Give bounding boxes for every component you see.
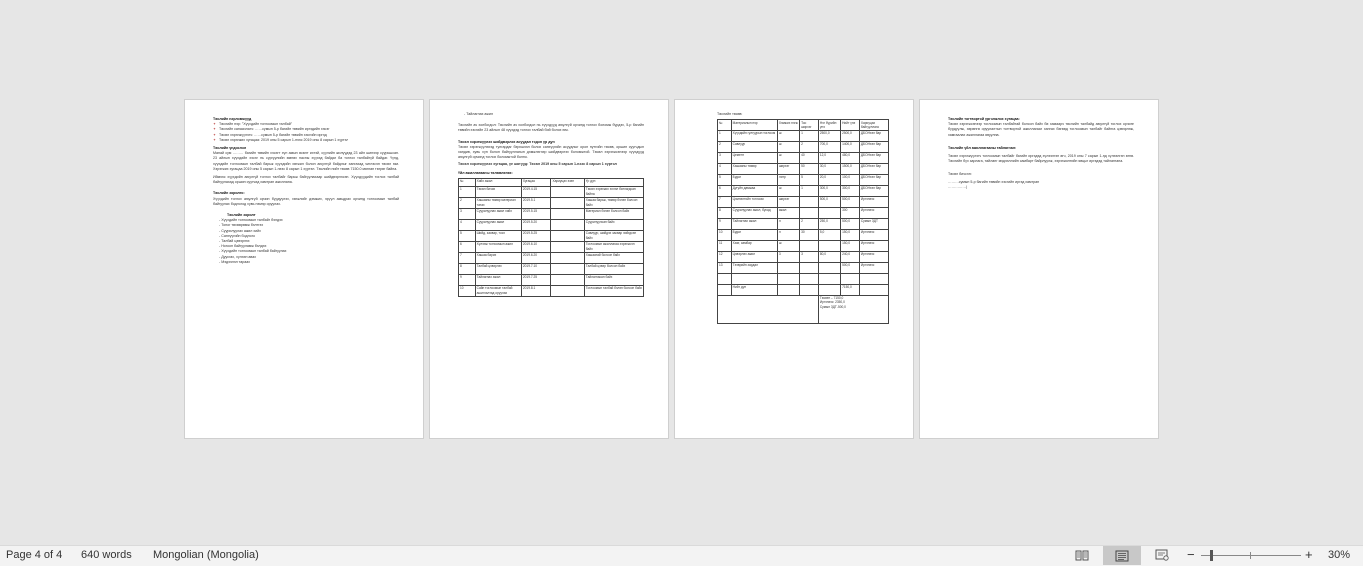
page1-heading-need: Төслийн үндэслэл: [213, 146, 247, 151]
page1-goal-text: Хүүхдийн тоглох аюулгүй орчин бүрдүүлэх, хөгжлийг дэмжих, эрүүл амьдрах орчинд тоглоомын талбай байгуулах бодлогод хувь нэмэр оруулах.: [213, 196, 399, 206]
table-row: [718, 130, 889, 141]
budget-cell: 1: [800, 185, 819, 196]
budget-cell: Тайлагнах ажил: [731, 218, 777, 229]
plan-cell: Тоглоомын ажиллагаа хэрэгжсэн байх: [584, 241, 643, 252]
budget-cell: Будаг: [731, 229, 777, 240]
word-count-indicator[interactable]: 640 words: [81, 549, 132, 561]
plan-cell: 2019.5.1: [521, 197, 551, 208]
budget-cell: 5: [800, 174, 819, 185]
budget-cell: 3: [718, 152, 732, 163]
read-mode-button[interactable]: [1073, 548, 1091, 562]
zoom-out-button[interactable]: −: [1187, 547, 1195, 562]
budget-cell: [818, 240, 840, 251]
budget-cell: 5: [718, 174, 732, 185]
plan-cell: Талбай цэвэр болсон байх: [584, 263, 643, 274]
budget-cell: ДБОНхэл бар: [859, 141, 888, 152]
plan-cell: 2019.5.25: [521, 230, 551, 241]
budget-cell: 13: [718, 262, 732, 273]
table-row: [718, 141, 889, 152]
budget-cell: [859, 284, 888, 295]
budget-total-note: Төсөвт – 7150,0: [819, 296, 844, 301]
budget-cell: литр: [777, 174, 799, 185]
budget-cell: 9: [718, 218, 732, 229]
page4-heading-1: Төслийн тогтвортой үргэлжлэх хугацаа:: [948, 117, 1020, 121]
budget-header-cell: №: [718, 120, 732, 130]
plan-header-cell: Хариуцах эзэн: [551, 178, 584, 186]
plan-cell: 2019.8.1: [521, 285, 551, 296]
budget-cell: [841, 273, 860, 284]
plan-cell: 10: [459, 285, 476, 296]
zoom-slider-track[interactable]: [1201, 555, 1301, 556]
budget-cell: ДБОНхэл бар: [859, 152, 888, 163]
budget-total-note: Иргэнээс: 2350,0: [819, 300, 845, 305]
zoom-slider-center-tick: [1250, 552, 1251, 559]
budget-cell: ш: [777, 185, 799, 196]
budget-cell: ш: [777, 152, 799, 163]
print-layout-button[interactable]: [1103, 546, 1141, 565]
page1-task-item: - Тоног төхөөрөмж бэлтгэх: [219, 223, 264, 228]
table-row: [718, 185, 889, 196]
status-bar: [0, 545, 1363, 566]
page2-table-heading: Үйл ажиллагааны төлөвлөгөө:: [458, 170, 513, 175]
budget-cell: л: [777, 218, 799, 229]
page1-task-item: - Суурилуулах ажил хийх: [219, 228, 261, 233]
document-page-3[interactable]: [675, 100, 913, 438]
page1-title: Төслийн нэрлэмжүүд: [213, 117, 252, 121]
plan-cell: [551, 219, 584, 230]
bullet-icon: ✦: [213, 127, 217, 132]
budget-header-cell: Нэг бүрийн үнэ: [818, 120, 840, 130]
budget-cell: 150,0: [841, 240, 860, 251]
table-row: [718, 284, 889, 295]
budget-cell: 7150,0: [841, 284, 860, 295]
budget-cell: Хүүхдийн гулгуурын тоглоом: [731, 130, 777, 141]
budget-cell: 8: [718, 207, 732, 218]
plan-cell: [551, 285, 584, 296]
plan-cell: 2: [459, 197, 476, 208]
budget-cell: 100,0: [841, 174, 860, 185]
plan-cell: [551, 197, 584, 208]
budget-header-cell: Хэмжих нэгж: [777, 120, 799, 130]
page4-paragraph-2: Төсөл хэрэгжүүлэгч тоглоомын талбайг багийн иргэдэд хүлээлгэн өгч, 2019 оны 7 сарын 1-нд хүлээлгэн өгнө. Төслийн бүх зарлага, тайланг мэдээллийн самбарт байрлуулж, хэрэгжилтийн явцыг иргэдэд тайлагнана.: [948, 154, 1134, 164]
plan-header-cell: Үр дүн: [584, 178, 643, 186]
language-indicator[interactable]: Mongolian (Mongolia): [153, 549, 259, 561]
budget-cell: 12,0: [818, 152, 840, 163]
budget-cell: 20,0: [818, 174, 840, 185]
plan-cell: 2019.5.15: [521, 208, 551, 219]
plan-cell: 2019.5.20: [521, 219, 551, 230]
budget-cell: Иргэнээс: [859, 207, 888, 218]
budget-cell: 30: [800, 229, 819, 240]
plan-cell: [551, 208, 584, 219]
budget-cell: 300: [841, 207, 860, 218]
page1-task-item: - Ногоон байгууламж бэлдэх: [219, 244, 267, 249]
plan-header-cell: Хийх ажил: [475, 178, 521, 186]
budget-header-cell: Нийт үнэ: [841, 120, 860, 130]
budget-total-note: Сумын ЗДТ-500,0: [819, 304, 846, 309]
budget-cell: [818, 273, 840, 284]
book-icon: [1075, 550, 1089, 561]
plan-cell: [551, 186, 584, 197]
table-row: [459, 208, 644, 219]
page-count-indicator[interactable]: Page 4 of 4: [6, 549, 63, 561]
plan-cell: [551, 263, 584, 274]
page1-bullet: ✦ Төсөл хэрэгжих хугацаа: 2019 оны 5 сарын 1-нээс 2019 оны 8 сарын 1 хүртэл: [213, 137, 349, 142]
plan-header-cell: Хугацаа: [521, 178, 551, 186]
plan-cell: 4: [459, 219, 476, 230]
page1-heading-goal: Төслийн зорилго:: [213, 191, 245, 196]
budget-total-notes: [818, 295, 888, 323]
budget-header-cell: Тоо ширхэг: [800, 120, 819, 130]
page1-task-item: - Хүүхдийн тоглоомын талбайг бэлдэх: [219, 218, 283, 223]
budget-cell: 3: [777, 251, 799, 262]
text-cursor: ……………|: [948, 184, 967, 189]
page1-bullet: ✦ Төслийн санаачлагч: ……сумын 5-р багийн төвийн иргэдийн хэсэг: [213, 127, 330, 132]
budget-cell: Цэмнэлтийн тоглоом: [731, 196, 777, 207]
budget-cell: [800, 240, 819, 251]
budget-cell: 4: [718, 163, 732, 174]
table-row: [459, 197, 644, 208]
table-row: [718, 251, 889, 262]
budget-cell: Сумын ЗДТ: [859, 218, 888, 229]
budget-cell: 250,0: [818, 218, 840, 229]
plan-cell: Сайн тоглоомын талбай ашиглалтад оруулах: [475, 285, 521, 296]
budget-cell: 2500,0: [818, 130, 840, 141]
table-row: [718, 218, 889, 229]
budget-cell: [800, 273, 819, 284]
budget-cell: [777, 273, 799, 284]
budget-cell: ДБОНхэл бар: [859, 185, 888, 196]
budget-cell: 1400,0: [841, 141, 860, 152]
plan-header-row: [459, 178, 644, 186]
table-row: [718, 174, 889, 185]
page4-sign-line: ………сумын 5-р багийн төвийн хэсгийн иргэд хамтран: [948, 179, 1040, 184]
budget-cell: ширхэг: [777, 163, 799, 174]
table-row: [459, 219, 644, 230]
plan-cell: 3: [459, 208, 476, 219]
plan-cell: [551, 252, 584, 263]
page2-heading-1: Төсөл хэрэгжүүлэх шийдвэрлэх асуудал тэдэн үр дүн: [458, 139, 555, 144]
budget-cell: Тээврийн зардал: [731, 262, 777, 273]
page1-bullet: ✦ Төсөл хэрэгжүүлэгч: ……сумын 5-р багийн төвийн хэсгийн иргэд: [213, 132, 327, 137]
budget-cell: Иргэнээс: [859, 229, 888, 240]
table-row: [459, 230, 644, 241]
budget-cell: 300,0: [841, 185, 860, 196]
plan-cell: 8: [459, 263, 476, 274]
page1-task-item: - Мэдээлэл тараах: [219, 259, 251, 264]
budget-cell: Цэвэрлэх ажил: [731, 251, 777, 262]
budget-cell: 480,0: [841, 152, 860, 163]
budget-cell: ДБОНхэл бар: [859, 130, 888, 141]
page-icon: [1115, 550, 1129, 562]
plan-cell: [551, 241, 584, 252]
budget-cell: 7: [718, 196, 732, 207]
budget-cell: 240,0: [841, 251, 860, 262]
plan-cell: Хашаатай болсон байх: [584, 252, 643, 263]
plan-cell: 9: [459, 274, 476, 285]
budget-cell: ш: [777, 141, 799, 152]
budget-cell: Суурилуулах ажил, бусад: [731, 207, 777, 218]
page1-heading-tasks: Төслийн зорилт: [227, 213, 256, 218]
page4-sign-label: Төсөл бичсэн:: [948, 172, 972, 177]
plan-cell: 6: [459, 241, 476, 252]
budget-cell: [777, 262, 799, 273]
budget-cell: [718, 284, 732, 295]
plan-cell: Хашааны төмөр материал татах: [475, 197, 521, 208]
document-page-2[interactable]: [430, 100, 668, 438]
budget-cell: 500,0: [841, 196, 860, 207]
plan-cell: Хашаа барих: [475, 252, 521, 263]
budget-cell: 500,0: [818, 196, 840, 207]
budget-cell: [800, 262, 819, 273]
budget-cell: [777, 284, 799, 295]
budget-cell: Савлуур: [731, 141, 777, 152]
table-row: [459, 263, 644, 274]
budget-cell: Иргэнээс: [859, 262, 888, 273]
budget-cell: Иргэнээс: [859, 240, 888, 251]
budget-cell: ширхэг: [777, 196, 799, 207]
zoom-level-label[interactable]: 30%: [1328, 549, 1351, 561]
plan-table: [458, 178, 644, 297]
budget-cell: [818, 207, 840, 218]
table-row: [718, 273, 889, 284]
plan-cell: Тайлагнах ажил: [475, 274, 521, 285]
table-row: [718, 163, 889, 174]
budget-cell: ш: [777, 240, 799, 251]
plan-cell: Талбай цэвэрлэх: [475, 263, 521, 274]
budget-cell: [859, 273, 888, 284]
table-row: [459, 186, 644, 197]
web-layout-button[interactable]: [1153, 548, 1171, 562]
table-row: [718, 240, 889, 251]
zoom-in-button[interactable]: +: [1305, 547, 1313, 562]
budget-cell: 80,0: [818, 251, 840, 262]
budget-cell: Дугуйн дамжаа: [731, 185, 777, 196]
budget-cell: 10: [718, 229, 732, 240]
plan-cell: [551, 274, 584, 285]
table-row: [718, 196, 889, 207]
page1-paragraph-1: Манай сум ……… багийн төвийн хэсэгт хүн амын өсөлт ихтэй, сүүлийн жилүүдэд 23 айл шинээр суурьшсан. 23 айлын хүүхдийн хэсэг нь сургуулийн өмнөх насны хүүхэд байдаг ба тоглох талбайгүй байдаг. Үүнд, хүүхдийн тоглоомын талбай барьж хүүхдийн хөгжил болон аюулгүй байдлыг хангахад чиглэсэн төсөл юм. Хэрэгжих хугацаа 2019 оны 5 сарын 1-нээс 8 сарын 1 хүртэл. Төслийн нийт төсөв 7150.0 мянган төгрөг байна.: [213, 151, 399, 171]
budget-cell: Будаг: [731, 174, 777, 185]
plan-cell: Савлуур, шийдэх засвар хийгдсэн байх: [584, 230, 643, 241]
plan-cell: Төсөл хэрэгжих эхлэл батлагдсан байна: [584, 186, 643, 197]
budget-cell: [800, 207, 819, 218]
table-row: [459, 252, 644, 263]
plan-cell: Хүлээж тоглоомын ажил: [475, 241, 521, 252]
table-row: [459, 241, 644, 252]
table-row: [718, 262, 889, 273]
budget-cell: [800, 196, 819, 207]
budget-cell: Хашааны төмөр: [731, 163, 777, 174]
page3-title: Төслийн төсөв:: [717, 112, 743, 116]
plan-cell: Хашаа барьж, төмөр бэлэн болсон байх: [584, 197, 643, 208]
bullet-icon: ✦: [213, 122, 217, 127]
budget-cell: 500,0: [841, 218, 860, 229]
budget-cell: 2500,0: [841, 130, 860, 141]
budget-cell: Нийт дүн: [731, 284, 777, 295]
page2-paragraph-1: Төслийн ач холбогдол: Төслийн ач холбогдол нь хүүхдүүд аюулгүй орчинд тоглох боломж бүрдэх, 5-р багийн төвийн хэсгийн 23 айлын 48 хүүхдэд тоглох талбай бий болох юм.: [458, 123, 644, 133]
table-row: [718, 152, 889, 163]
zoom-slider-thumb[interactable]: [1210, 550, 1213, 561]
plan-cell: 2019.4.15: [521, 186, 551, 197]
budget-cell: 150,0: [841, 229, 860, 240]
budget-cell: Хаяг, самбар: [731, 240, 777, 251]
budget-cell: 50: [800, 163, 819, 174]
budget-cell: Цемент: [731, 152, 777, 163]
budget-cell: Иргэнээс: [859, 196, 888, 207]
budget-cell: 12: [718, 251, 732, 262]
budget-cell: 300,0: [818, 185, 840, 196]
web-icon: [1155, 549, 1169, 561]
plan-cell: [551, 230, 584, 241]
page1-bullet: ✦ Төслийн нэр: "Хүүхдийн тоглоомын талбай": [213, 122, 293, 127]
budget-cell: 11: [718, 240, 732, 251]
plan-cell: Тоглоомын талбай бэлэн болсон байх: [584, 285, 643, 296]
plan-cell: Төсөл бичих: [475, 186, 521, 197]
plan-header-cell: №: [459, 178, 476, 186]
budget-cell: 3: [800, 251, 819, 262]
page2-dash-item: - Тайлагнах ажил: [464, 112, 493, 116]
plan-cell: Суурилуулах ажил: [475, 219, 521, 230]
plan-cell: 2019.7.10: [521, 263, 551, 274]
budget-cell: 2: [800, 218, 819, 229]
budget-cell: ДБОНхэл бар: [859, 174, 888, 185]
plan-cell: Материал бэлэн болсон байх: [584, 208, 643, 219]
budget-cell: 1500,0: [841, 163, 860, 174]
table-row: [459, 274, 644, 285]
budget-cell: [731, 273, 777, 284]
budget-cell: 700,0: [818, 141, 840, 152]
plan-cell: 2019.7.25: [521, 274, 551, 285]
page2-period-line: Төсөл хэрэгжүүлэх хугацаа, үе шатууд: Төсөл 2019 оны 5 сарын 1-нээс 8 сарын 1 хүртэл: [458, 162, 617, 167]
document-page-1[interactable]: [185, 100, 423, 438]
page1-task-item: - Хүүхдийн тоглоомын талбай байгуулах: [219, 249, 287, 254]
bullet-icon: ✦: [213, 132, 217, 137]
budget-cell: 30,0: [818, 163, 840, 174]
page4-heading-2: Төслийн үйл ажиллагааны тайлагнал:: [948, 145, 1017, 150]
budget-header-cell: Хариуцах байгууллага: [859, 120, 888, 130]
budget-cell: ДБОНхэл бар: [859, 163, 888, 174]
budget-cell: 1: [800, 130, 819, 141]
budget-cell: [718, 295, 819, 323]
page1-paragraph-2: Иймээс хүүхдийн аюулгүй тоглох талбайг барьж байгуулахаар шийдвэрлэсэн. Хүүхдүүдийн тоглох талбай байгуулахад оршин суугчид хамтран ажиллана.: [213, 175, 399, 185]
plan-cell: Тайлагнасан байх: [584, 274, 643, 285]
budget-cell: л: [777, 229, 799, 240]
plan-cell: 2019.6.10: [521, 241, 551, 252]
budget-cell: [800, 284, 819, 295]
bullet-icon: ✦: [213, 137, 217, 142]
page2-paragraph-2: Төсөл хэрэгжүүлэхэд тулгардаг бэрхшээл болох санхүүгийн асуудлыг орон нутгийн төсөв, оршин суугчдын хандив, хувь хүн болон байгууллагын дэмжлэгээр шийдвэрлэх боломжтой. Төсөл хэрэгжсэнээр хүүхдүүд аюулгүй орчинд тоглох боломжтой болно.: [458, 144, 644, 160]
budget-cell: 2: [718, 141, 732, 152]
table-row: [718, 295, 889, 323]
table-row: [459, 285, 644, 296]
budget-header-cell: Материалын нэр: [731, 120, 777, 130]
table-row: [718, 229, 889, 240]
budget-cell: 6: [718, 185, 732, 196]
budget-cell: 5,0: [818, 229, 840, 240]
budget-cell: ажил: [777, 207, 799, 218]
budget-cell: [818, 284, 840, 295]
budget-cell: 1: [718, 130, 732, 141]
budget-header-row: [718, 120, 889, 130]
budget-cell: 40: [800, 152, 819, 163]
plan-cell: 7: [459, 252, 476, 263]
plan-cell: 1: [459, 186, 476, 197]
budget-cell: 500,0: [841, 262, 860, 273]
budget-table: [717, 119, 889, 323]
page1-task-item: - Санхүүгийн бодлого: [219, 233, 255, 238]
table-row: [718, 207, 889, 218]
plan-cell: 2019.6.20: [521, 252, 551, 263]
plan-cell: Шийд, засвар, тосх: [475, 230, 521, 241]
plan-cell: Суурилуулах ажил хийх: [475, 208, 521, 219]
page4-paragraph-1: Төсөл хэрэгжсэнээр тоглоомын талбайтай болсон байх бө хамаарч төслийн талбайд аюулгүй тоглох орчинг бүрдүүлж, хөрөнгө оруулалтын тогтвортой ажиллагааг хангах бөгөөд тоглоомын талбайг байнга цэвэрлэж, хамгаалах ажиллагаа явуулна.: [948, 122, 1134, 137]
budget-cell: 2: [800, 141, 819, 152]
plan-cell: Суурилуулсан байх: [584, 219, 643, 230]
budget-cell: ш: [777, 130, 799, 141]
budget-cell: [818, 262, 840, 273]
plan-cell: 5: [459, 230, 476, 241]
page1-task-item: - Дуусгах, хүлээн авах: [219, 254, 257, 259]
budget-cell: [718, 273, 732, 284]
page1-task-item: - Талбай цэвэрлэх: [219, 239, 250, 244]
budget-cell: Иргэнээс: [859, 251, 888, 262]
document-page-4[interactable]: [920, 100, 1158, 438]
